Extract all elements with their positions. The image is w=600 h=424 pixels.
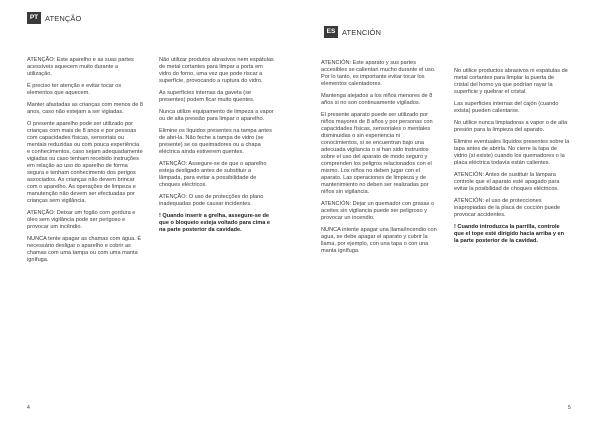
paragraph: Manter afastadas as crianças com menos de 8 anos, caso não estejam a ser vigiadas. — [27, 102, 143, 115]
lang-tag-es: ES — [324, 26, 338, 38]
paragraph: Mantenga alejados a los niños menores de 8 años si no son continuamente vigilados. — [321, 93, 433, 106]
paragraph: NUNCA intente apagar una llama/incendio con agua, se debe apagar el aparato y cubrir la llama, por ejemplo, con una tapa o con una manta ignífuga. — [321, 227, 437, 254]
right-header — [324, 26, 381, 38]
paragraph: ATENCIÓN: el uso de protecciones inapropiadas de la placa de cocción puede provocar accidentes. — [454, 198, 561, 218]
left-column-2 — [159, 57, 275, 239]
paragraph: O presente aparelho pode ser utilizado por crianças com mais de 8 anos e por pessoas com capacidades físicas, sensoriais ou mentais reduzidas ou com pouca experiência e conhecimentos, caso sejam adequadamente vigiadas ou caso tenham recebido instruções em relação ao uso do aparelho de forma segura e tenham conhecimento dos perigos associados. As crianças não devem brincar com o aparelho. As operações de limpeza e manutenção não devem ser efectuadas por crianças sem vigilância. — [27, 121, 143, 204]
bold-note: ! Quando inserir a grelha, assegure-se de que o bloqueio esteja voltado para cima e na parte posterior da cavidade. — [159, 213, 270, 233]
paragraph: NUNCA tente apagar as chamas com água. É necessário desligar o aparelho e cobrir as chamas com uma tampa ou com uma manta ignífuga. — [27, 236, 142, 263]
paragraph: ATENÇÃO: Assegure-se de que o aparelho esteja desligado antes de substituir a lâmpada, para evitar a possibilidade de choques eléctricos. — [159, 161, 267, 188]
page-number: 4 — [27, 405, 30, 411]
paragraph: Nunca utilize equipamento de limpeza a vapor ou de alta pressão para limpar o aparelho. — [159, 109, 274, 122]
paragraph: Não utilizar produtos abrasivos nem espátulas de metal cortantes para limpar a porta em vidro do forno, uma vez que pode riscar a superfície, provocando a ruptura do vidro. — [159, 57, 274, 84]
paragraph: ATENÇÃO: Deixar um fogão com gordura e óleo sem vigilância pode ser perigoso e provocar um incêndio. — [27, 210, 136, 230]
paragraph: ATENCIÓN: Antes de sustituir la lámpara controle que el aparato esté apagado para evitar la posibilidad de choques eléctricos. — [454, 172, 560, 192]
paragraph: As superfícies internas da gaveta (se presentes) podem ficar muito quentes. — [159, 90, 255, 103]
right-column-2 — [454, 68, 570, 250]
paragraph: ATENÇÃO: Este aparelho e as suas partes acessíveis aquecem muito durante a utilização. — [27, 57, 134, 77]
page-number: 5 — [568, 405, 571, 411]
paragraph: ATENCIÓN: Este aparato y sus partes accesibles se calientan mucho durante el uso. Por lo tanto, es importante evitar tocar los elementos calentadores. — [321, 60, 436, 87]
left-column-1 — [27, 57, 143, 269]
paragraph: Las superficies internas del cajón (cuando exista) pueden calentarse. — [454, 101, 559, 114]
paragraph: É preciso ter atenção e evitar tocar os elementos que aquecem. — [27, 83, 122, 96]
section-title-pt: ATENÇÃO — [45, 13, 82, 23]
paragraph: Elimine os líquidos presentes na tampa antes de abri-la. Não feche a tampa de vidro (se presente) se os queimadores ou a chapa eléctrica ainda estiverem quentes. — [159, 128, 272, 155]
paragraph: ATENCIÓN: Dejar un quemador con grasas o aceites sin vigilancia puede ser peligroso y provocar un incendio. — [321, 201, 435, 221]
paragraph: ATENÇÃO: O uso de protecções do plano inadequadas pode causar incidentes. — [159, 194, 264, 207]
right-page — [300, 0, 600, 424]
lang-tag-pt: PT — [27, 12, 41, 24]
paragraph: No utilice nunca limpiadoras a vapor o de alta presión para la limpieza del aparato. — [454, 120, 568, 133]
paragraph: Elimine eventuales líquidos presentes sobre la tapa antes de abrirla. No cierre la tapa de vidrio (si existe) cuando los quemadores o la placa eléctrica todavía están calientes. — [454, 139, 570, 166]
bold-note: ! Cuando introduzca la parrilla, controle que el tope esté dirigido hacia arriba y en la parte posterior de la cavidad. — [454, 224, 565, 244]
right-column-1 — [321, 60, 437, 260]
section-title-es: ATENCIÓN — [342, 27, 381, 37]
left-header — [27, 12, 81, 24]
paragraph: El presente aparato puede ser utilizado por niños mayores de 8 años y por personas con capacidades físicas, sensoriales o mentales disminuidas o sin experiencia ni conocimientos, si se encuentran bajo una adecuada vigilancia o si han sido instruidos sobre el uso del aparato de modo seguro y comprenden los peligros relacionados con el mismo. Los niños no deben jugar con el aparato. Las operaciones de limpieza y de mantenimiento no deben ser realizadas por niños sin vigilancia. — [321, 112, 433, 195]
paragraph: No utilice productos abrasivos ni espátulas de metal cortantes para limpiar la puerta de cristal del horno ya que podrían rayar la superficie y quebrar el cristal. — [454, 68, 568, 95]
